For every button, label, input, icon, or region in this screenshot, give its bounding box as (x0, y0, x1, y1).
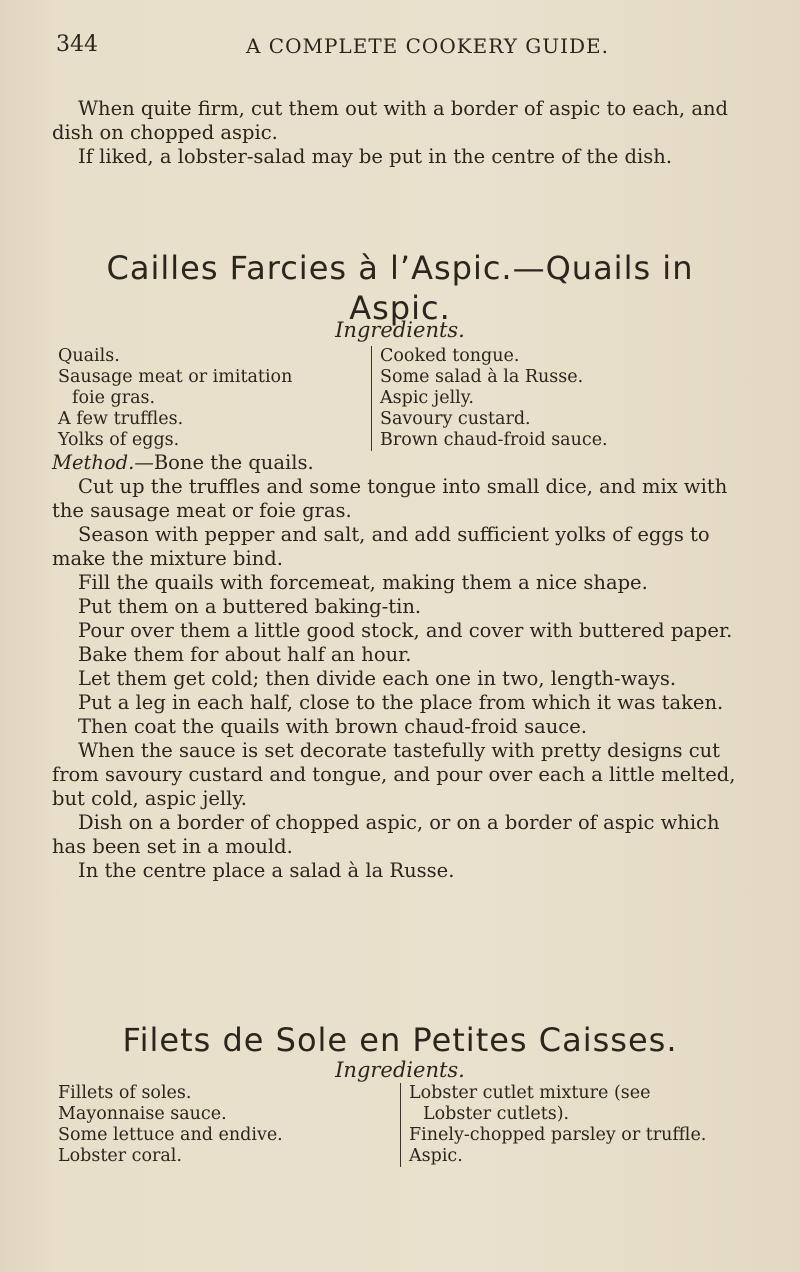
ingredient-item: Quails. (58, 346, 120, 366)
ingredient-item: Yolks of eggs. (58, 430, 180, 450)
method-intro (52, 451, 742, 475)
method-label: Method. (52, 451, 135, 474)
ingredient-item: A few truffles. (58, 409, 184, 429)
page-number: 344 (56, 32, 98, 57)
ingredient-item: Mayonnaise sauce. (58, 1104, 227, 1124)
ingredient-item: Lobster coral. (58, 1146, 182, 1166)
method-step: Dish on a border of chopped aspic, or on a border of aspic which has been set in a mould. (52, 811, 720, 858)
intro-paragraph: If liked, a lobster-salad may be put in the centre of the dish. (78, 145, 673, 168)
method-step: Bake them for about half an hour. (78, 643, 412, 666)
method-step: Fill the quails with forcemeat, making them a nice shape. (78, 571, 648, 594)
ingredients-heading: Ingredients. (335, 318, 465, 342)
recipe-title-line: Cailles Farcies à l’Aspic.—Quails in (106, 249, 694, 287)
ingredient-item: Savoury custard. (380, 409, 531, 429)
intro-paragraph: When quite firm, cut them out with a border of aspic to each, and dish on chopped aspic. (52, 97, 728, 144)
ingredient-item: Fillets of soles. (58, 1083, 192, 1103)
ingredient-item: Cooked tongue. (380, 346, 520, 366)
method-step: Put them on a buttered baking-tin. (78, 595, 422, 618)
recipe-title-sole: Filets de Sole en Petites Caisses. (122, 1021, 678, 1059)
ingredient-item: Lobster cutlets). (423, 1104, 570, 1124)
ingredients-right-column (400, 1083, 729, 1167)
recipe-title-quails (60, 248, 740, 328)
ingredients-left-column (58, 346, 358, 451)
method-first-step: —Bone the quails. (134, 451, 314, 474)
ingredient-item: Some salad à la Russe. (380, 367, 584, 387)
method-step: Cut up the truffles and some tongue into small dice, and mix with the sausage meat or foie gras. (52, 475, 728, 522)
method-text (52, 451, 742, 883)
method-step: In the centre place a salad à la Russe. (78, 859, 455, 882)
ingredient-item: Finely-chopped parsley or truffle. (409, 1125, 707, 1145)
ingredient-item: Sausage meat or imitation (58, 367, 293, 387)
ingredient-item: Aspic. (409, 1146, 463, 1166)
ingredient-item: foie gras. (72, 388, 156, 408)
ingredient-item: Lobster cutlet mixture (see (409, 1083, 651, 1103)
method-step: Put a leg in each half, close to the place from which it was taken. (78, 691, 724, 714)
running-head: A COMPLETE COOKERY GUIDE. (246, 34, 609, 58)
method-step: Let them get cold; then divide each one in two, length-ways. (78, 667, 677, 690)
method-step: Season with pepper and salt, and add sufficient yolks of eggs to make the mixture bind. (52, 523, 710, 570)
ingredients-right-column (371, 346, 710, 451)
recipe-title-line: Aspic. (349, 289, 451, 327)
ingredients-left-column (58, 1083, 358, 1167)
ingredient-item: Some lettuce and endive. (58, 1125, 283, 1145)
intro-text (52, 97, 742, 169)
page-header (56, 32, 736, 62)
method-step: When the sauce is set decorate tastefully with pretty designs cut from savoury custard and tongue, and pour over each a little melted, but cold, aspic jelly. (52, 739, 736, 810)
method-step: Pour over them a little good stock, and cover with buttered paper. (78, 619, 733, 642)
ingredient-item: Aspic jelly. (380, 388, 474, 408)
method-step: Then coat the quails with brown chaud-froid sauce. (78, 715, 587, 738)
ingredients-heading: Ingredients. (335, 1058, 465, 1082)
ingredient-item: Brown chaud-froid sauce. (380, 430, 608, 450)
